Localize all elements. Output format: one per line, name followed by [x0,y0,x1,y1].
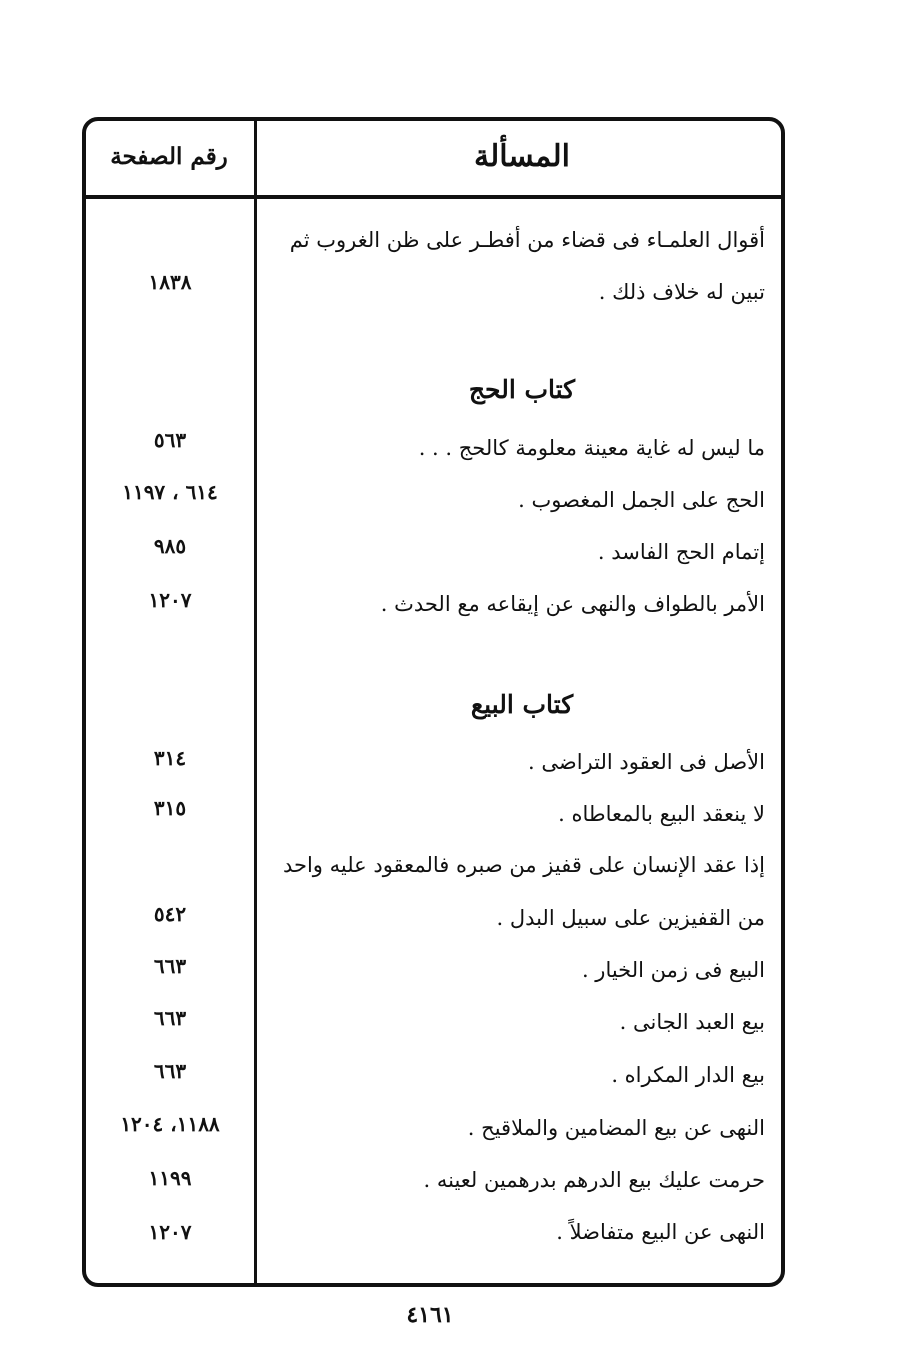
issue-line: البيع فى زمن الخيار . [581,958,765,982]
column-divider [254,117,257,1287]
issue-line: الأمر بالطواف والنهى عن إيقاعه مع الحدث . [380,592,765,616]
issue-line: ما ليس له غاية معينة معلومة كالحج . . . [418,436,765,460]
header-divider [82,195,785,199]
page-ref: ٦٦٣ [153,954,187,978]
issue-line: إذا عقد الإنسان على قفيز من صبره فالمعقود عليه واحد [282,853,765,877]
issue-line: من القفيزين على سبيل البدل . [496,906,765,930]
issue-line: الأصل فى العقود التراضى . [528,750,765,774]
page-ref: ٥٤٢ [153,902,187,926]
issue-line: تبين له خلاف ذلك . [598,280,765,304]
page-ref: ٩٨٥ [153,534,187,558]
page-ref: ٥٦٣ [153,428,187,452]
page-ref: ١١٩٩ [148,1166,192,1190]
page-ref: ١١٨٨، ١٢٠٤ [120,1112,220,1136]
page-ref: ٦٦٣ [153,1006,187,1030]
page-ref: ١٢٠٧ [148,1220,192,1244]
section-title: كتاب البيع [470,690,574,719]
issue-line: لا ينعقد البيع بالمعاطاه . [558,802,765,826]
section-title: كتاب الحج [468,375,576,404]
header-page-number: رقم الصفحة [110,142,228,170]
page-ref: ٣١٥ [153,796,187,820]
issue-line: النهى عن البيع متفاضلاً . [556,1220,765,1244]
page-ref: ٦١٤ ، ١١٩٧ [122,480,218,504]
issue-line: بيع العبد الجانى . [619,1010,765,1034]
page-number: ٤١٦١ [406,1302,454,1328]
page-ref: ٣١٤ [153,746,187,770]
issue-line: أقوال العلمـاء فى قضاء من أفطـر على ظن الغروب ثم [289,228,765,252]
issue-line: الحج على الجمل المغصوب . [518,488,765,512]
header-issue: المسألة [474,138,570,174]
issue-line: بيع الدار المكراه . [611,1063,765,1087]
issue-line: إتمام الحج الفاسد . [597,540,765,564]
issue-line: حرمت عليك بيع الدرهم بدرهمين لعينه . [423,1168,765,1192]
issue-line: النهى عن بيع المضامين والملاقيح . [467,1116,765,1140]
page-ref: ١٢٠٧ [148,588,192,612]
page-ref: ١٨٣٨ [148,270,192,294]
page-ref: ٦٦٣ [153,1059,187,1083]
